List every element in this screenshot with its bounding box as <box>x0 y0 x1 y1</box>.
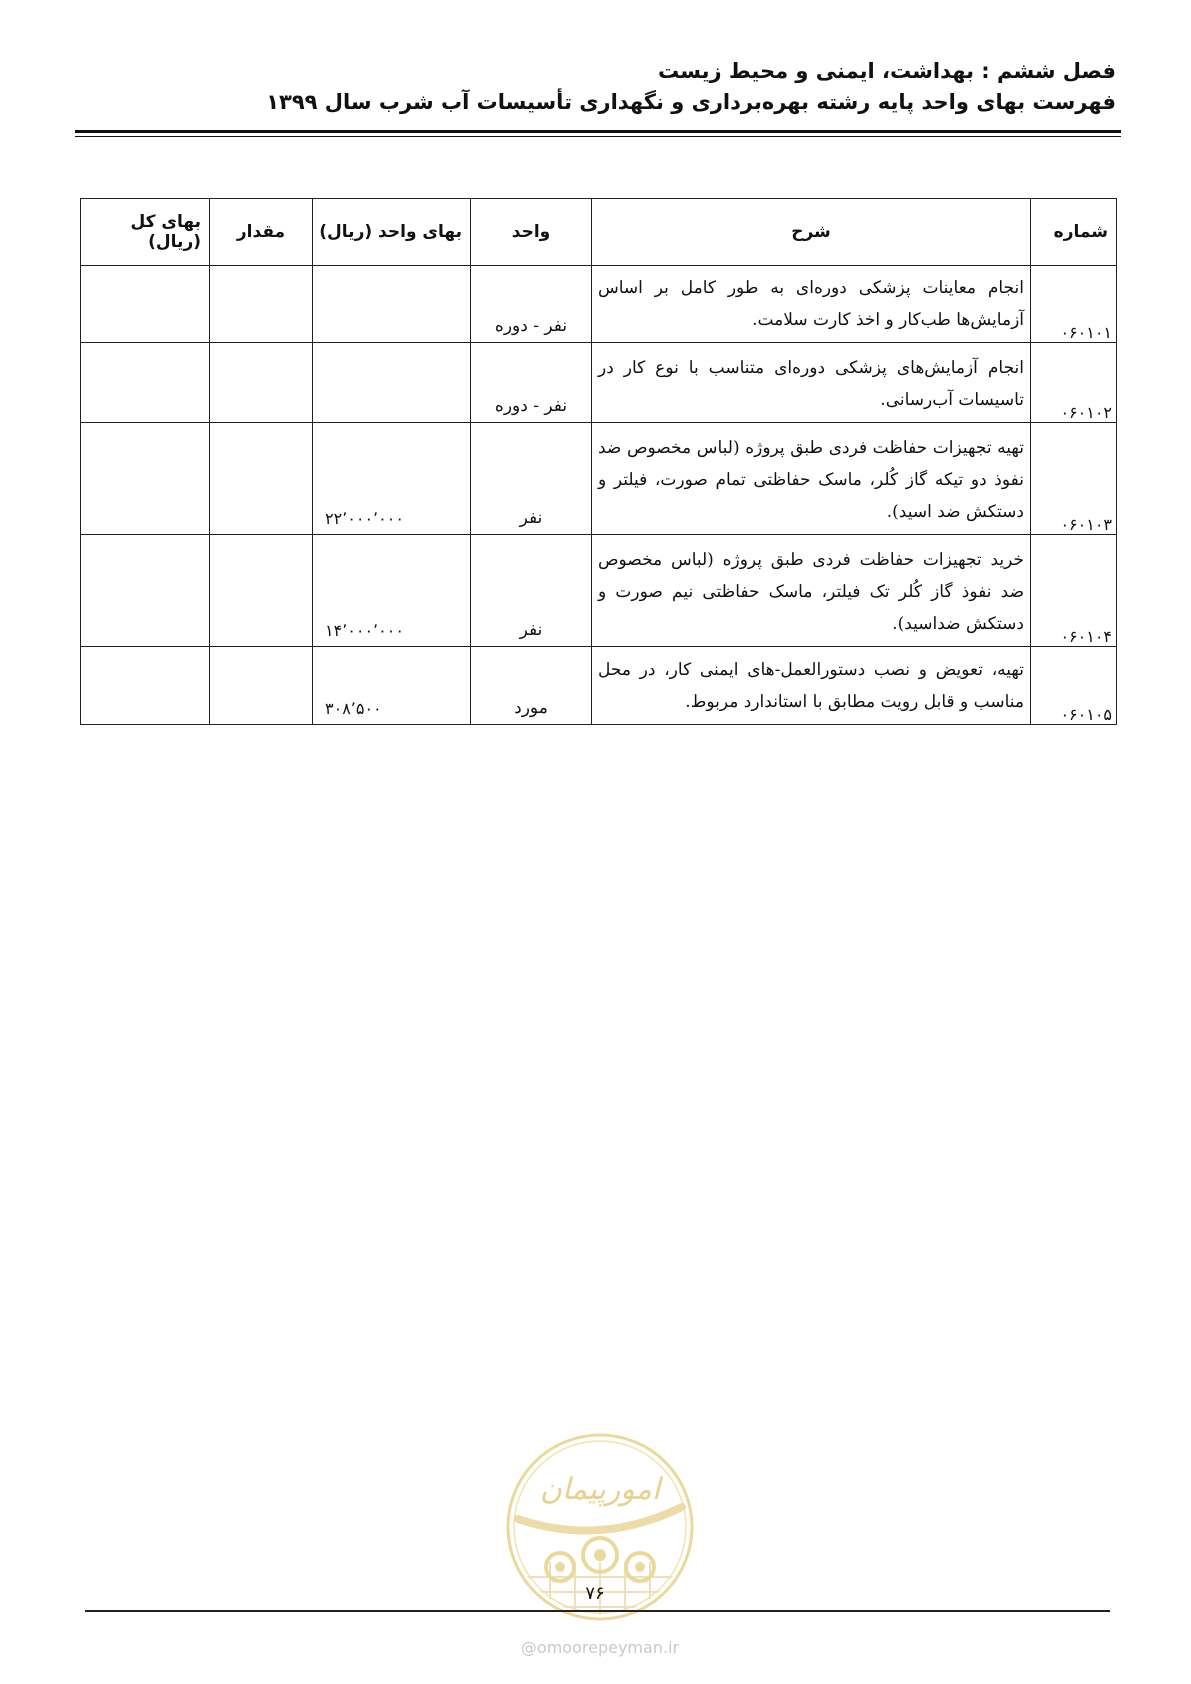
item-unit-price: ۱۴٬۰۰۰٬۰۰۰ <box>313 535 471 647</box>
table-row <box>81 343 1117 423</box>
header-unit: واحد <box>471 199 592 266</box>
item-number: ۰۶۰۱۰۱ <box>1031 266 1117 343</box>
table-row <box>81 647 1117 725</box>
item-total-price <box>81 535 210 647</box>
page-number: ۷۶ <box>585 1583 605 1604</box>
item-unit: مورد <box>471 647 592 725</box>
chapter-title: فصل ششم : بهداشت، ایمنی و محیط زیست <box>658 59 1116 83</box>
item-number: ۰۶۰۱۰۲ <box>1031 343 1117 423</box>
footer-rule <box>85 1610 1110 1612</box>
header-quantity: مقدار <box>210 199 313 266</box>
item-quantity <box>210 423 313 535</box>
item-unit-price <box>313 343 471 423</box>
item-total-price <box>81 423 210 535</box>
item-total-price <box>81 343 210 423</box>
item-description: خرید تجهیزات حفاظت فردی طبق پروژه (لباس مخصوص ضد نفوذ گاز کُلر تک فیلتر، ماسک حفاظتی نیم صورت و دستکش ضداسید). <box>592 535 1031 647</box>
item-quantity <box>210 343 313 423</box>
document-title: فهرست بهای واحد پایه رشته بهره‌برداری و نگهداری تأسیسات آب شرب سال ۱۳۹۹ <box>266 90 1116 114</box>
header-unit-price: بهای واحد (ریال) <box>313 199 471 266</box>
item-unit-price: ۳۰۸٬۵۰۰ <box>313 647 471 725</box>
item-total-price <box>81 647 210 725</box>
item-number: ۰۶۰۱۰۴ <box>1031 535 1117 647</box>
price-table <box>80 198 1117 725</box>
item-description: تهیه، تعویض و نصب دستورالعمل-های ایمنی کار، در محل مناسب و قابل رویت مطابق با استاندارد مربوط. <box>592 647 1031 725</box>
item-description: انجام آزمایش‌های پزشکی دوره‌ای متناسب با نوع کار در تاسیسات آب‌رسانی. <box>592 343 1031 423</box>
header-description: شرح <box>592 199 1031 266</box>
item-unit: نفر - دوره <box>471 343 592 423</box>
item-description: انجام معاینات پزشکی دوره‌ای به طور کامل بر اساس آزمایش‌ها طب‌کار و اخذ کارت سلامت. <box>592 266 1031 343</box>
table-row <box>81 266 1117 343</box>
header-rule-thin <box>75 136 1121 137</box>
item-quantity <box>210 647 313 725</box>
website-watermark: @omoorepeyman.ir <box>520 1638 680 1657</box>
item-unit: نفر <box>471 423 592 535</box>
item-total-price <box>81 266 210 343</box>
item-unit-price: ۲۲٬۰۰۰٬۰۰۰ <box>313 423 471 535</box>
item-unit: نفر - دوره <box>471 266 592 343</box>
item-quantity <box>210 266 313 343</box>
table-row <box>81 423 1117 535</box>
item-quantity <box>210 535 313 647</box>
watermark-text: امورپیمان <box>539 1472 661 1507</box>
item-number: ۰۶۰۱۰۳ <box>1031 423 1117 535</box>
header-rule-thick <box>75 130 1121 133</box>
header-total-price: بهای کل (ریال) <box>81 199 210 266</box>
item-description: تهیه تجهیزات حفاظت فردی طبق پروژه (لباس مخصوص ضد نفوذ دو تیکه گاز کُلر، ماسک حفاظتی تمام صورت، فیلتر و دستکش ضد اسید). <box>592 423 1031 535</box>
header-number: شماره <box>1031 199 1117 266</box>
item-number: ۰۶۰۱۰۵ <box>1031 647 1117 725</box>
table-header-row <box>81 199 1117 266</box>
item-unit: نفر <box>471 535 592 647</box>
item-unit-price <box>313 266 471 343</box>
table-row <box>81 535 1117 647</box>
page-header <box>70 56 1116 118</box>
